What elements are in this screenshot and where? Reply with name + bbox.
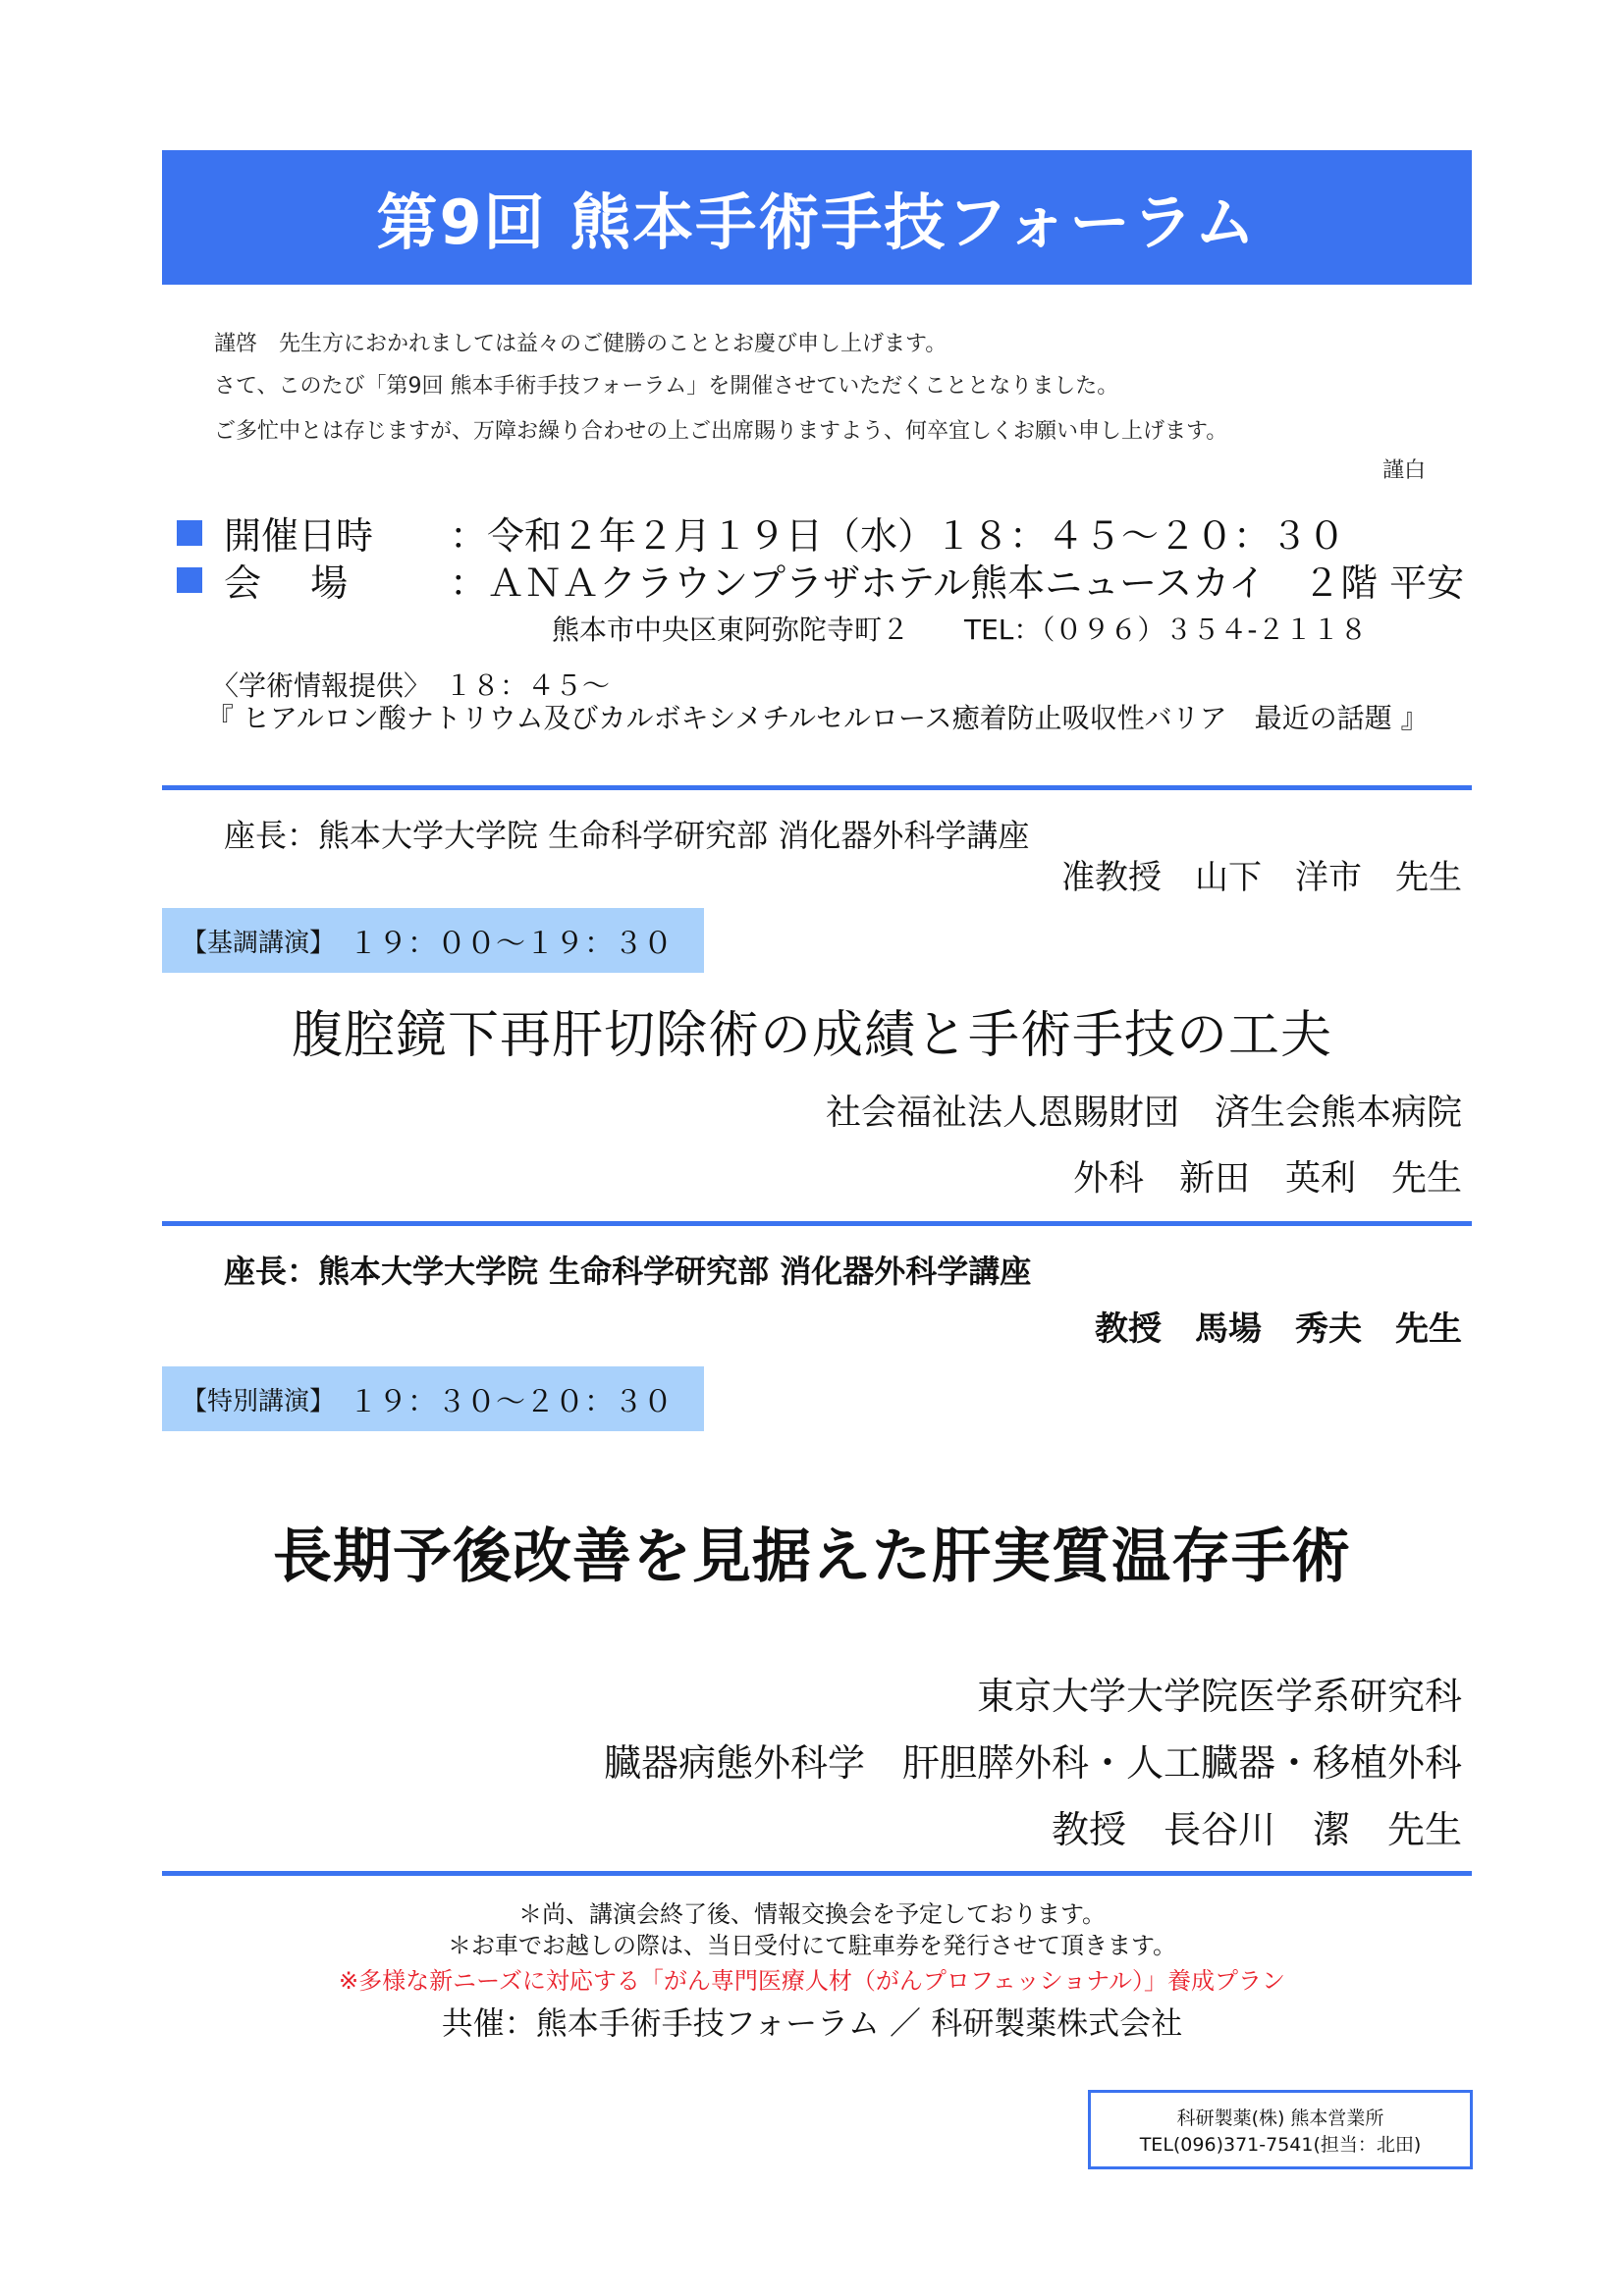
cohost: 共催：熊本手術手技フォーラム ／ 科研製薬株式会社 [441, 2004, 1183, 2042]
info-session-label: 〈学術情報提供〉 １８：４５～ [211, 669, 611, 702]
event-title: 第9回 熊本手術手技フォーラム [376, 187, 1258, 258]
intro-closing: 謹白 [1381, 458, 1426, 483]
divider [162, 1871, 1472, 1876]
note-reception: ＊尚、講演会終了後、情報交換会を予定しております。 [517, 1900, 1107, 1928]
bullet-square-icon [177, 567, 202, 593]
program-note: ※多様な新ニーズに対応する「がん専門医療人材（がんプロフェッショナル）」養成プラン [338, 1967, 1286, 1995]
session2-tag [162, 1366, 704, 1431]
contact-box [1088, 2090, 1473, 2169]
divider [162, 785, 1472, 790]
session1-chair-name: 准教授 山下 洋市 先生 [1061, 858, 1462, 897]
venue-address: 熊本市中央区東阿弥陀寺町２ TEL：（０９６）３５４-２１１８ [552, 614, 1368, 646]
session1-chair: 座長：熊本大学大学院 生命科学研究部 消化器外科学講座 [224, 817, 1030, 854]
session1-tag-label: 【基調講演】 [182, 928, 336, 958]
info-session-topic: 『 ヒアルロン酸ナトリウム及びカルボキシメチルセルロース癒着防止吸収性バリア 最近の話題 』 [206, 702, 1429, 734]
session2-lecture-title: 長期予後改善を見据えた肝実質温存手術 [273, 1522, 1351, 1591]
contact-phone: TEL(096)371-7541(担当：北田) [1139, 2133, 1422, 2156]
intro-line-1: 謹啓 先生方におかれましては益々のご健勝のこととお慶び申し上げます。 [214, 332, 947, 356]
session2-affiliation-2: 臓器病態外科学 肝胆膵外科・人工臓器・移植外科 [603, 1741, 1462, 1785]
divider [162, 1221, 1472, 1226]
date-label: 開催日時 [224, 514, 374, 558]
bullet-square-icon [177, 520, 202, 546]
session2-tag-label: 【特別講演】 [182, 1386, 336, 1416]
session2-speaker: 教授 長谷川 潔 先生 [1051, 1808, 1462, 1851]
session2-tag-time: １９：３０～２０：３０ [349, 1385, 674, 1419]
event-date-row [177, 506, 1345, 560]
session1-speaker: 外科 新田 英利 先生 [1072, 1158, 1462, 1199]
venue-label: 会 場 [224, 561, 349, 605]
session2-chair-name: 教授 馬場 秀夫 先生 [1095, 1309, 1462, 1349]
event-venue-row [177, 553, 1464, 607]
event-title-banner [162, 150, 1472, 285]
venue-value: ：ＡＮＡクラウンプラザホテル熊本ニュースカイ ２階 平安 [450, 561, 1465, 605]
session2-chair: 座長：熊本大学大学院 生命科学研究部 消化器外科学講座 [224, 1253, 1032, 1290]
intro-line-3: ご多忙中とは存じますが、万障お繰り合わせの上ご出席賜りますよう、何卒宜しくお願い申し上げます。 [214, 419, 1228, 444]
intro-line-2: さて、このたび「第9回 熊本手術手技フォーラム」を開催させていただくこととなりました。 [214, 374, 1119, 399]
contact-office: 科研製薬(株) 熊本営業所 [1176, 2107, 1384, 2129]
session1-affiliation: 社会福祉法人恩賜財団 済生会熊本病院 [825, 1093, 1462, 1133]
note-parking: ＊お車でお越しの際は、当日受付にて駐車券を発行させて頂きます。 [447, 1932, 1177, 1959]
date-value: ：令和２年２月１９日（水）１８：４５～２０：３０ [450, 514, 1346, 558]
session1-lecture-title: 腹腔鏡下再肝切除術の成績と手術手技の工夫 [291, 1006, 1332, 1065]
session1-tag-time: １９：００～１９：３０ [349, 927, 674, 961]
session1-tag [162, 908, 704, 973]
session2-affiliation-1: 東京大学大学院医学系研究科 [976, 1675, 1462, 1718]
